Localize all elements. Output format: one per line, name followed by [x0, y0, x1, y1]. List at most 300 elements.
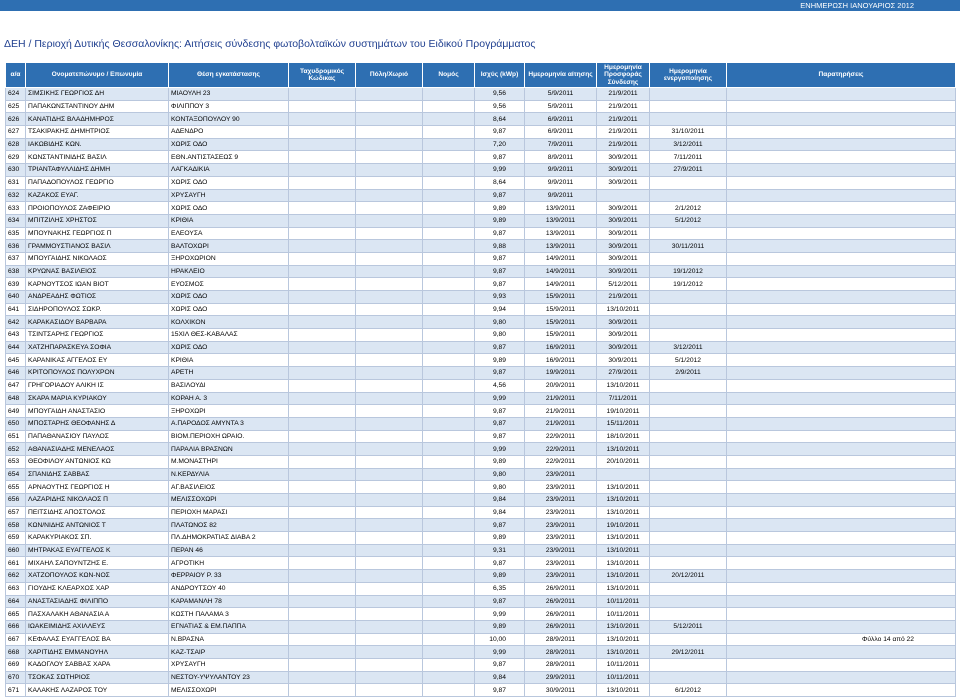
cell-location: ΕΛΕΟΥΣΑ: [169, 227, 289, 240]
col-header-postal-code: Ταχυδρομικός Κώδικας: [289, 63, 356, 88]
cell-location: ΞΗΡΟΧΩΡΙ: [169, 405, 289, 418]
cell-activation-date: [650, 316, 727, 329]
cell-name: ΚΡΥΩΝΑΣ ΒΑΣΙΛΕΙΟΣ: [26, 265, 169, 278]
cell-activation-date: [650, 608, 727, 621]
cell-activation-date: [650, 582, 727, 595]
cell-postal-code: [289, 240, 356, 253]
cell-location: ΑΡΕΤΗ: [169, 367, 289, 380]
cell-city: [356, 214, 423, 227]
cell-power: 9,93: [475, 291, 525, 304]
cell-offer-date: 30/9/2011: [597, 202, 650, 215]
table-row: [6, 443, 956, 456]
cell-activation-date: [650, 176, 727, 189]
cell-city: [356, 443, 423, 456]
cell-power: 9,87: [475, 265, 525, 278]
cell-power: 9,31: [475, 544, 525, 557]
cell-power: 9,89: [475, 202, 525, 215]
cell-location: ΧΩΡΙΣ ΟΔΟ: [169, 341, 289, 354]
cell-postal-code: [289, 202, 356, 215]
cell-aa: 658: [6, 519, 26, 532]
cell-name: ΘΕΟΦΙΛΟΥ ΑΝΤΩΝΙΟΣ ΚΩ: [26, 455, 169, 468]
cell-name: ΜΗΤΡΑΚΑΣ ΕΥΑΓΓΕΛΟΣ Κ: [26, 544, 169, 557]
col-header-remarks: Παρατηρήσεις: [727, 63, 956, 88]
cell-offer-date: 20/10/2011: [597, 455, 650, 468]
cell-activation-date: [650, 113, 727, 126]
cell-city: [356, 202, 423, 215]
cell-name: ΤΣΙΝΤΣΑΡΗΣ ΓΕΩΡΓΙΟΣ: [26, 329, 169, 342]
cell-city: [356, 100, 423, 113]
cell-postal-code: [289, 405, 356, 418]
cell-prefecture: [423, 316, 475, 329]
cell-application-date: 20/9/2011: [525, 379, 597, 392]
table-row: [6, 138, 956, 151]
cell-postal-code: [289, 354, 356, 367]
cell-offer-date: 13/10/2011: [597, 303, 650, 316]
cell-activation-date: 29/12/2011: [650, 646, 727, 659]
cell-postal-code: [289, 303, 356, 316]
cell-aa: 661: [6, 557, 26, 570]
cell-city: [356, 544, 423, 557]
cell-remarks: [727, 240, 956, 253]
cell-aa: 646: [6, 367, 26, 380]
cell-city: [356, 481, 423, 494]
cell-application-date: 8/9/2011: [525, 151, 597, 164]
cell-postal-code: [289, 88, 356, 101]
cell-activation-date: 31/10/2011: [650, 126, 727, 139]
cell-application-date: 9/9/2011: [525, 164, 597, 177]
cell-offer-date: 30/9/2011: [597, 316, 650, 329]
cell-application-date: 13/9/2011: [525, 214, 597, 227]
table-row: [6, 532, 956, 545]
cell-name: ΚΑΡΝΟΥΤΣΟΣ ΙΩΑΝ ΒΙΟΤ: [26, 278, 169, 291]
top-bar: [0, 0, 960, 11]
cell-remarks: [727, 341, 956, 354]
cell-power: 9,89: [475, 570, 525, 583]
cell-postal-code: [289, 570, 356, 583]
cell-prefecture: [423, 620, 475, 633]
col-header-prefecture: Νομός: [423, 63, 475, 88]
cell-postal-code: [289, 316, 356, 329]
cell-location: ΒΑΛΤΟΧΩΡΙ: [169, 240, 289, 253]
cell-city: [356, 278, 423, 291]
cell-prefecture: [423, 443, 475, 456]
cell-activation-date: [650, 506, 727, 519]
cell-prefecture: [423, 430, 475, 443]
cell-remarks: [727, 646, 956, 659]
cell-prefecture: [423, 544, 475, 557]
cell-prefecture: [423, 684, 475, 697]
cell-postal-code: [289, 646, 356, 659]
cell-city: [356, 379, 423, 392]
cell-postal-code: [289, 126, 356, 139]
cell-remarks: [727, 570, 956, 583]
cell-location: ΚΟΛΧΙΚΟΝ: [169, 316, 289, 329]
cell-aa: 639: [6, 278, 26, 291]
cell-activation-date: [650, 291, 727, 304]
cell-activation-date: 3/12/2011: [650, 138, 727, 151]
cell-prefecture: [423, 100, 475, 113]
cell-aa: 652: [6, 443, 26, 456]
cell-application-date: 6/9/2011: [525, 113, 597, 126]
cell-name: ΜΙΧΑΗΛ ΣΑΠΟΥΝΤΖΗΣ Ε.: [26, 557, 169, 570]
cell-city: [356, 303, 423, 316]
cell-power: 9,87: [475, 595, 525, 608]
cell-aa: 650: [6, 417, 26, 430]
cell-offer-date: 18/10/2011: [597, 430, 650, 443]
cell-application-date: 23/9/2011: [525, 519, 597, 532]
cell-remarks: [727, 316, 956, 329]
cell-offer-date: 13/10/2011: [597, 646, 650, 659]
cell-activation-date: [650, 455, 727, 468]
table-row: [6, 506, 956, 519]
cell-location: ΚΟΝΤΑΞΟΠΟΥΛΟΥ 90: [169, 113, 289, 126]
table-row: [6, 214, 956, 227]
table-row: [6, 164, 956, 177]
cell-application-date: 21/9/2011: [525, 405, 597, 418]
cell-name: ΚΕΦΑΛΑΣ ΕΥΑΓΓΕΛΟΣ ΒΑ: [26, 633, 169, 646]
cell-offer-date: 30/9/2011: [597, 341, 650, 354]
cell-application-date: 28/9/2011: [525, 646, 597, 659]
cell-application-date: 13/9/2011: [525, 227, 597, 240]
table-row: [6, 417, 956, 430]
cell-postal-code: [289, 278, 356, 291]
cell-application-date: 26/9/2011: [525, 608, 597, 621]
cell-name: ΓΡΑΜΜΟΥΣΤΙΑΝΟΣ ΒΑΣΙΛ: [26, 240, 169, 253]
table-row: [6, 227, 956, 240]
cell-power: 9,89: [475, 214, 525, 227]
cell-application-date: 26/9/2011: [525, 620, 597, 633]
cell-city: [356, 126, 423, 139]
cell-offer-date: 10/11/2011: [597, 658, 650, 671]
cell-remarks: [727, 557, 956, 570]
cell-city: [356, 341, 423, 354]
cell-prefecture: [423, 494, 475, 507]
cell-postal-code: [289, 367, 356, 380]
cell-location: ΚΑΡΑΜΑΝΛΗ 78: [169, 595, 289, 608]
cell-name: ΜΠΙΤΖΙΛΗΣ ΧΡΗΣΤΟΣ: [26, 214, 169, 227]
cell-prefecture: [423, 151, 475, 164]
cell-city: [356, 506, 423, 519]
cell-power: 9,84: [475, 671, 525, 684]
cell-offer-date: 19/10/2011: [597, 405, 650, 418]
cell-prefecture: [423, 113, 475, 126]
cell-aa: 625: [6, 100, 26, 113]
cell-offer-date: 30/9/2011: [597, 151, 650, 164]
cell-location: ΑΓΡΟΤΙΚΗ: [169, 557, 289, 570]
cell-remarks: [727, 455, 956, 468]
cell-location: ΒΙΟΜ.ΠΕΡΙΟΧΗ ΩΡΑΙΟ.: [169, 430, 289, 443]
document-title: ΔΕΗ / Περιοχή Δυτικής Θεσσαλονίκης: Αιτήσεις σύνδεσης φωτοβολταϊκών συστημάτων του Ειδικού Προγράμματος: [4, 38, 536, 50]
cell-name: ΤΡΙΑΝΤΑΦΥΛΛΙΔΗΣ ΔΗΜΗ: [26, 164, 169, 177]
cell-remarks: [727, 443, 956, 456]
cell-application-date: 23/9/2011: [525, 494, 597, 507]
cell-name: ΜΠΟΥΓΑΙΔΗ ΑΝΑΣΤΑΣΙΟ: [26, 405, 169, 418]
cell-offer-date: 13/10/2011: [597, 481, 650, 494]
table-row: [6, 88, 956, 101]
cell-offer-date: 30/9/2011: [597, 265, 650, 278]
cell-offer-date: 13/10/2011: [597, 557, 650, 570]
cell-application-date: 23/9/2011: [525, 532, 597, 545]
cell-application-date: 14/9/2011: [525, 265, 597, 278]
cell-aa: 647: [6, 379, 26, 392]
cell-remarks: [727, 100, 956, 113]
cell-power: 9,87: [475, 252, 525, 265]
cell-application-date: 13/9/2011: [525, 202, 597, 215]
cell-application-date: 23/9/2011: [525, 506, 597, 519]
cell-location: ΠΛ.ΔΗΜΟΚΡΑΤΙΑΣ ΔΙΑΒΑ 2: [169, 532, 289, 545]
cell-remarks: [727, 265, 956, 278]
cell-application-date: 29/9/2011: [525, 671, 597, 684]
cell-name: ΧΑΤΖΗΠΑΡΑΣΚΕΥΑ ΣΟΦΙΑ: [26, 341, 169, 354]
cell-offer-date: [597, 189, 650, 202]
cell-application-date: 22/9/2011: [525, 455, 597, 468]
cell-offer-date: 30/9/2011: [597, 240, 650, 253]
cell-remarks: [727, 354, 956, 367]
cell-offer-date: 13/10/2011: [597, 684, 650, 697]
cell-postal-code: [289, 544, 356, 557]
cell-aa: 629: [6, 151, 26, 164]
cell-aa: 654: [6, 468, 26, 481]
cell-offer-date: 10/11/2011: [597, 671, 650, 684]
cell-offer-date: 13/10/2011: [597, 570, 650, 583]
cell-prefecture: [423, 164, 475, 177]
cell-city: [356, 151, 423, 164]
cell-aa: 663: [6, 582, 26, 595]
table-row: [6, 620, 956, 633]
cell-postal-code: [289, 189, 356, 202]
cell-location: ΛΑΓΚΑΔΙΚΙΑ: [169, 164, 289, 177]
cell-city: [356, 455, 423, 468]
cell-offer-date: 21/9/2011: [597, 291, 650, 304]
cell-aa: 657: [6, 506, 26, 519]
cell-postal-code: [289, 164, 356, 177]
cell-power: 8,64: [475, 176, 525, 189]
cell-city: [356, 113, 423, 126]
table-row: [6, 240, 956, 253]
cell-activation-date: [650, 557, 727, 570]
cell-remarks: [727, 392, 956, 405]
cell-location: ΚΡΙΘΙΑ: [169, 354, 289, 367]
cell-activation-date: [650, 100, 727, 113]
cell-postal-code: [289, 341, 356, 354]
cell-remarks: [727, 126, 956, 139]
cell-location: ΠΛΑΤΩΝΟΣ 82: [169, 519, 289, 532]
table-row: [6, 100, 956, 113]
cell-location: ΒΑΣΙΛΟΥΔΙ: [169, 379, 289, 392]
cell-remarks: [727, 202, 956, 215]
cell-aa: 630: [6, 164, 26, 177]
cell-prefecture: [423, 506, 475, 519]
cell-prefecture: [423, 582, 475, 595]
cell-remarks: [727, 227, 956, 240]
cell-activation-date: [650, 532, 727, 545]
cell-activation-date: 5/1/2012: [650, 354, 727, 367]
cell-power: 4,56: [475, 379, 525, 392]
cell-postal-code: [289, 417, 356, 430]
cell-location: ΚΩΣΤΗ ΠΑΛΑΜΑ 3: [169, 608, 289, 621]
cell-prefecture: [423, 303, 475, 316]
cell-location: ΕΓΝΑΤΙΑΣ & ΕΜ.ΠΑΠΠΑ: [169, 620, 289, 633]
cell-aa: 635: [6, 227, 26, 240]
col-header-application-date: Ημερομηνία αίτησης: [525, 63, 597, 88]
cell-application-date: 16/9/2011: [525, 341, 597, 354]
cell-city: [356, 658, 423, 671]
cell-city: [356, 164, 423, 177]
cell-activation-date: [650, 329, 727, 342]
cell-power: 9,56: [475, 100, 525, 113]
table-row: [6, 557, 956, 570]
cell-city: [356, 430, 423, 443]
cell-power: 9,87: [475, 278, 525, 291]
cell-location: Ν.ΚΕΡΔΥΛΙΑ: [169, 468, 289, 481]
cell-application-date: 5/9/2011: [525, 88, 597, 101]
cell-name: ΜΠΟΥΝΑΚΗΣ ΓΕΩΡΓΙΟΣ Π: [26, 227, 169, 240]
cell-power: 9,80: [475, 316, 525, 329]
cell-power: 9,80: [475, 329, 525, 342]
table-row: [6, 392, 956, 405]
cell-postal-code: [289, 151, 356, 164]
cell-power: 9,99: [475, 646, 525, 659]
cell-postal-code: [289, 620, 356, 633]
cell-city: [356, 557, 423, 570]
cell-city: [356, 329, 423, 342]
cell-location: ΚΟΡΑΗ Α. 3: [169, 392, 289, 405]
cell-application-date: 15/9/2011: [525, 303, 597, 316]
cell-prefecture: [423, 633, 475, 646]
cell-prefecture: [423, 341, 475, 354]
cell-activation-date: [650, 189, 727, 202]
cell-name: ΚΑΖΑΚΟΣ ΕΥΑΓ.: [26, 189, 169, 202]
cell-power: 9,87: [475, 151, 525, 164]
cell-city: [356, 595, 423, 608]
cell-name: ΑΝΑΣΤΑΣΙΑΔΗΣ ΦΙΛΙΠΠΟ: [26, 595, 169, 608]
cell-name: ΙΑΚΩΒΙΔΗΣ ΚΩΝ.: [26, 138, 169, 151]
cell-offer-date: 30/9/2011: [597, 164, 650, 177]
cell-activation-date: 6/1/2012: [650, 684, 727, 697]
cell-postal-code: [289, 291, 356, 304]
cell-location: ΕΘΝ.ΑΝΤΙΣΤΑΣΕΩΣ 9: [169, 151, 289, 164]
cell-prefecture: [423, 646, 475, 659]
cell-postal-code: [289, 506, 356, 519]
cell-name: ΚΑΔΟΓΛΟΥ ΣΑΒΒΑΣ ΧΑΡΑ: [26, 658, 169, 671]
cell-postal-code: [289, 176, 356, 189]
cell-name: ΚΑΛΑΚΗΣ ΛΑΖΑΡΟΣ ΤΟΥ: [26, 684, 169, 697]
col-header-offer-date: Ημερομηνία Προσφοράς Σύνδεσης: [597, 63, 650, 88]
cell-prefecture: [423, 595, 475, 608]
cell-location: 15ΧΙΛ ΘΕΣ-ΚΑΒΑΛΑΣ: [169, 329, 289, 342]
cell-power: 9,89: [475, 532, 525, 545]
cell-application-date: 5/9/2011: [525, 100, 597, 113]
cell-postal-code: [289, 494, 356, 507]
cell-activation-date: 5/1/2012: [650, 214, 727, 227]
cell-offer-date: 21/9/2011: [597, 100, 650, 113]
cell-aa: 671: [6, 684, 26, 697]
cell-aa: 632: [6, 189, 26, 202]
cell-activation-date: [650, 481, 727, 494]
cell-prefecture: [423, 265, 475, 278]
cell-location: ΞΗΡΟΧΩΡΙΟΝ: [169, 252, 289, 265]
cell-prefecture: [423, 532, 475, 545]
cell-offer-date: 13/10/2011: [597, 633, 650, 646]
cell-city: [356, 176, 423, 189]
cell-offer-date: 13/10/2011: [597, 620, 650, 633]
cell-city: [356, 240, 423, 253]
cell-power: 9,94: [475, 303, 525, 316]
cell-offer-date: 13/10/2011: [597, 443, 650, 456]
cell-activation-date: [650, 658, 727, 671]
cell-aa: 634: [6, 214, 26, 227]
cell-application-date: 14/9/2011: [525, 278, 597, 291]
cell-aa: 638: [6, 265, 26, 278]
cell-application-date: 16/9/2011: [525, 354, 597, 367]
cell-location: ΦΙΛΙΠΠΟΥ 3: [169, 100, 289, 113]
cell-remarks: [727, 532, 956, 545]
table-row: [6, 189, 956, 202]
cell-aa: 637: [6, 252, 26, 265]
cell-aa: 640: [6, 291, 26, 304]
cell-offer-date: 21/9/2011: [597, 88, 650, 101]
cell-remarks: [727, 684, 956, 697]
table-row: [6, 684, 956, 697]
cell-remarks: [727, 481, 956, 494]
table-row: [6, 278, 956, 291]
cell-prefecture: [423, 278, 475, 291]
page-number: Φύλλο 14 από 22: [862, 636, 914, 643]
cell-offer-date: 21/9/2011: [597, 138, 650, 151]
cell-prefecture: [423, 468, 475, 481]
cell-name: ΚΑΡΑΚΥΡΙΑΚΟΣ ΣΠ.: [26, 532, 169, 545]
cell-application-date: 23/9/2011: [525, 544, 597, 557]
cell-city: [356, 570, 423, 583]
cell-location: ΠΕΡΙΟΧΗ ΜΑΡΑΣΙ: [169, 506, 289, 519]
cell-aa: 626: [6, 113, 26, 126]
cell-application-date: 28/9/2011: [525, 633, 597, 646]
cell-prefecture: [423, 608, 475, 621]
cell-name: ΣΚΑΡΑ ΜΑΡΙΑ ΚΥΡΙΑΚΟΥ: [26, 392, 169, 405]
cell-prefecture: [423, 126, 475, 139]
cell-remarks: [727, 582, 956, 595]
cell-prefecture: [423, 570, 475, 583]
cell-remarks: [727, 88, 956, 101]
cell-application-date: 19/9/2011: [525, 367, 597, 380]
cell-power: 9,87: [475, 341, 525, 354]
cell-city: [356, 608, 423, 621]
cell-remarks: [727, 113, 956, 126]
cell-aa: 659: [6, 532, 26, 545]
cell-city: [356, 519, 423, 532]
cell-aa: 662: [6, 570, 26, 583]
cell-aa: 666: [6, 620, 26, 633]
cell-prefecture: [423, 354, 475, 367]
cell-application-date: 28/9/2011: [525, 658, 597, 671]
cell-prefecture: [423, 405, 475, 418]
cell-name: ΠΑΣΧΑΛΑΚΗ ΑΘΑΝΑΣΙΑ Α: [26, 608, 169, 621]
cell-location: ΑΓ.ΒΑΣΙΛΕΙΟΣ: [169, 481, 289, 494]
cell-power: 10,00: [475, 633, 525, 646]
cell-application-date: 22/9/2011: [525, 430, 597, 443]
cell-city: [356, 392, 423, 405]
cell-activation-date: [650, 519, 727, 532]
cell-aa: 628: [6, 138, 26, 151]
cell-power: 9,89: [475, 354, 525, 367]
cell-city: [356, 138, 423, 151]
cell-prefecture: [423, 88, 475, 101]
cell-offer-date: 27/9/2011: [597, 367, 650, 380]
col-header-power: Ισχύς (kWp): [475, 63, 525, 88]
cell-remarks: [727, 506, 956, 519]
table-row: [6, 519, 956, 532]
cell-activation-date: 19/1/2012: [650, 278, 727, 291]
